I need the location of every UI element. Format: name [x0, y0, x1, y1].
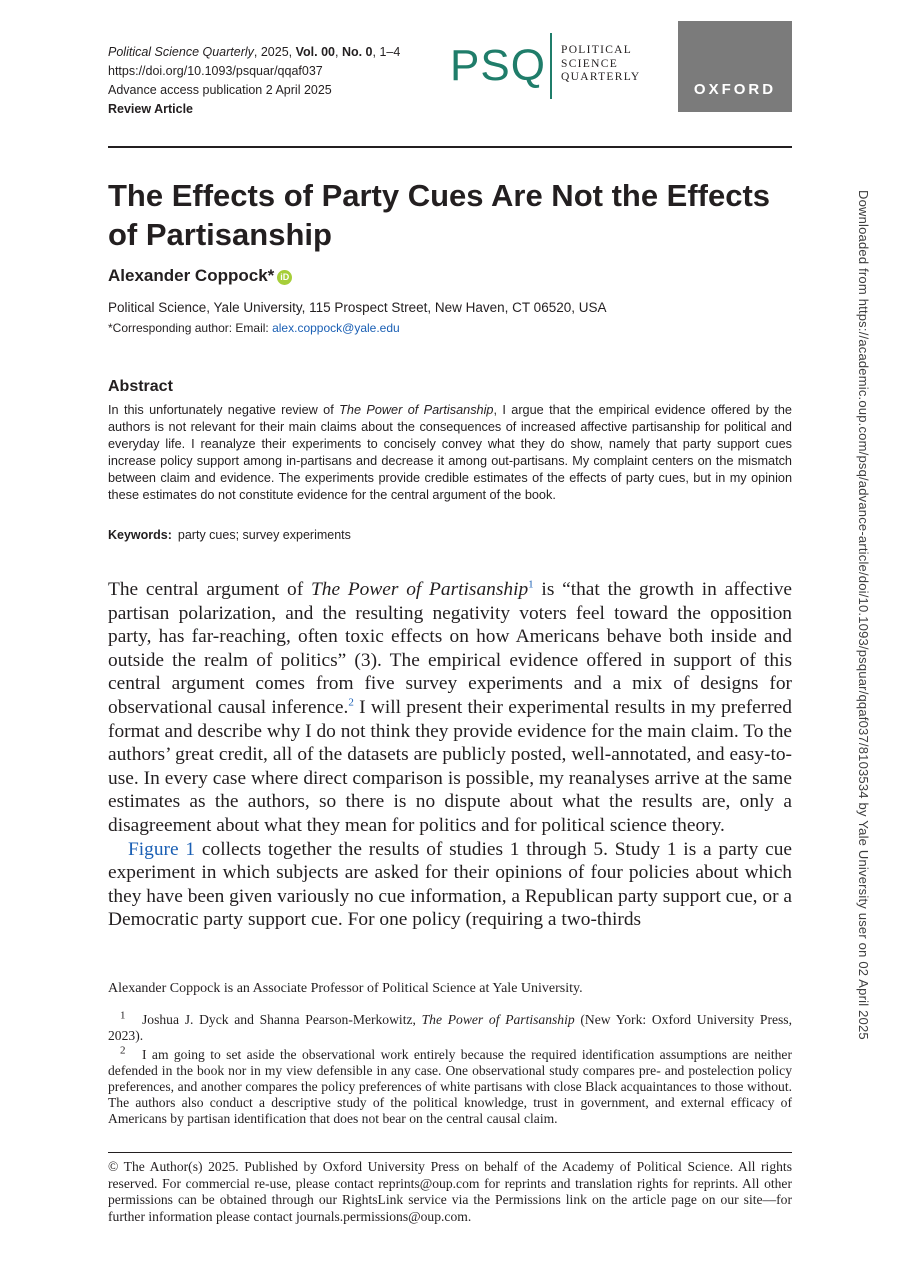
- doi-link[interactable]: https://doi.org/10.1093/psquar/qqaf037: [108, 64, 323, 78]
- copyright-notice: © The Author(s) 2025. Published by Oxford University Press on behalf of the Academy of Political Science. All rights reserved. For commercial re-use, please contact reprints@oup.com for reprints and translation rights for reprints. All other permissions can be obtained through our RightsLink service via the Permissions link on the article page on our site—for further information please contact journals.permissions@oup.com.: [108, 1159, 792, 1224]
- article-body: [108, 578, 792, 932]
- footnote-ref-1[interactable]: 1: [528, 578, 534, 591]
- journal-name: Political Science Quarterly: [108, 45, 254, 59]
- author-name[interactable]: Alexander Coppock*: [108, 266, 275, 285]
- book-title: The Power of Partisanship: [310, 579, 529, 600]
- abstract-text: In this unfortunately negative review of The Power of Partisanship, I argue that the empirical evidence offered by the authors is not relevant for their main claims about the consequences of increased affective partisanship for political and everyday life. I reanalyze their experiments to concisely convey what they do show, namely that party support cues increase policy support among in-partisans and decrease it among out-partisans. My complaint centers on the mismatch between claim and evidence. The experiments provide credible estimates of the effects of party cues, but in my opinion these estimates do not constitute evidence for the central argument of the book.: [108, 403, 792, 502]
- logo-divider: [550, 33, 552, 99]
- article-type: Review Article: [108, 102, 193, 116]
- keywords-label: Keywords:: [108, 528, 172, 542]
- header-divider: [108, 146, 792, 148]
- psq-logo-words: POLITICAL SCIENCE QUARTERLY: [561, 44, 641, 83]
- email-link[interactable]: alex.coppock@yale.edu: [272, 321, 400, 335]
- footnote-ref-2[interactable]: 2: [348, 696, 354, 709]
- article-title: The Effects of Party Cues Are Not the Effects of Partisanship: [108, 178, 771, 252]
- figure-1-link[interactable]: Figure 1: [128, 838, 196, 860]
- download-watermark: Downloaded from https://academic.oup.com/psq/advance-article/doi/10.1093/psquar/qqaf037/8103534 by Yale University user on 02 April 2025: [856, 190, 871, 1040]
- psq-logo-letters: PSQ: [450, 41, 546, 90]
- keywords: [108, 527, 351, 544]
- footer-divider: [108, 1152, 792, 1153]
- access-date: Advance access publication 2 April 2025: [108, 83, 332, 97]
- orcid-icon[interactable]: iD: [277, 270, 292, 285]
- author-note: Alexander Coppock is an Associate Professor of Political Science at Yale University.: [108, 981, 583, 996]
- footnote-number: 1: [120, 1009, 126, 1022]
- publisher-name: OXFORD: [693, 81, 777, 98]
- keywords-list: party cues; survey experiments: [177, 528, 351, 542]
- footnote-number: 2: [120, 1044, 126, 1057]
- volume: Vol. 00: [295, 45, 335, 59]
- citation-line: Political Science Quarterly, 2025, Vol. 00, No. 0, 1–4: [108, 45, 401, 59]
- abstract-heading: Abstract: [108, 378, 173, 395]
- footnote-1: $^1$ Joshua J. Dyck and Shanna Pearson-Merkowitz, The Power of Partisanship (New York: Oxford University Press, 2023).: [108, 1009, 792, 1043]
- journal-citation: [108, 43, 400, 119]
- author-line: [108, 265, 292, 287]
- corresponding-author: *Corresponding author: Email: alex.coppock@yale.edu: [108, 321, 400, 335]
- book-title: The Power of Partisanship: [421, 1012, 575, 1027]
- oxford-logo[interactable]: [678, 21, 792, 112]
- affiliation: Political Science, Yale University, 115 Prospect Street, New Haven, CT 06520, USA: [108, 300, 607, 315]
- footnote-2: $^2$ I am going to set aside the observational work entirely because the required identification assumptions are neither defended in the book nor in my view defensible in any case. One observational study compares pre- and postelection policy preferences, and another compares the policy preferences of white partisans with close Black acquaintances to those without. The authors also conduct a descriptive study of the political knowledge, trust in government, and external efficacy of Americans by partisan identification that does not bear on the central causal claim.: [108, 1044, 792, 1126]
- body-paragraph-2: Figure 1 collects together the results of studies 1 through 5. Study 1 is a party cue experiment in which subjects are asked for their opinions of four policies about which they have been given variously no cue information, a Republican party support cue, or a Democratic party support cue. For one policy (requiring a two-thirds: [108, 838, 792, 931]
- body-paragraph-1: The central argument of The Power of Partisanship$^1$ is “that the growth in affective partisan polarization, and the resulting negativity voters feel toward the opposition party, has far-reaching, often toxic effects on how Americans behave both inside and outside the realm of politics” (3). The empirical evidence offered in support of this central argument comes from five survey experiments and a mix of designs for observational causal inference.$^2$ I will present their experimental results in my preferred format and describe why I do not think they provide evidence for the main claim. To the authors’ great credit, all of the datasets are publicly posted, well-annotated, and easy-to-use. In every case where direct comparison is possible, my reanalyses arrive at the same estimates as the authors, so there is no dispute about what the results are, only a disagreement about what they mean for politics and for political science theory.: [108, 578, 793, 836]
- psq-logo[interactable]: [450, 33, 665, 99]
- book-title: The Power of Partisanship: [339, 403, 494, 417]
- issue-number: No. 0: [341, 45, 373, 59]
- page-range: , 1–4: [372, 45, 401, 59]
